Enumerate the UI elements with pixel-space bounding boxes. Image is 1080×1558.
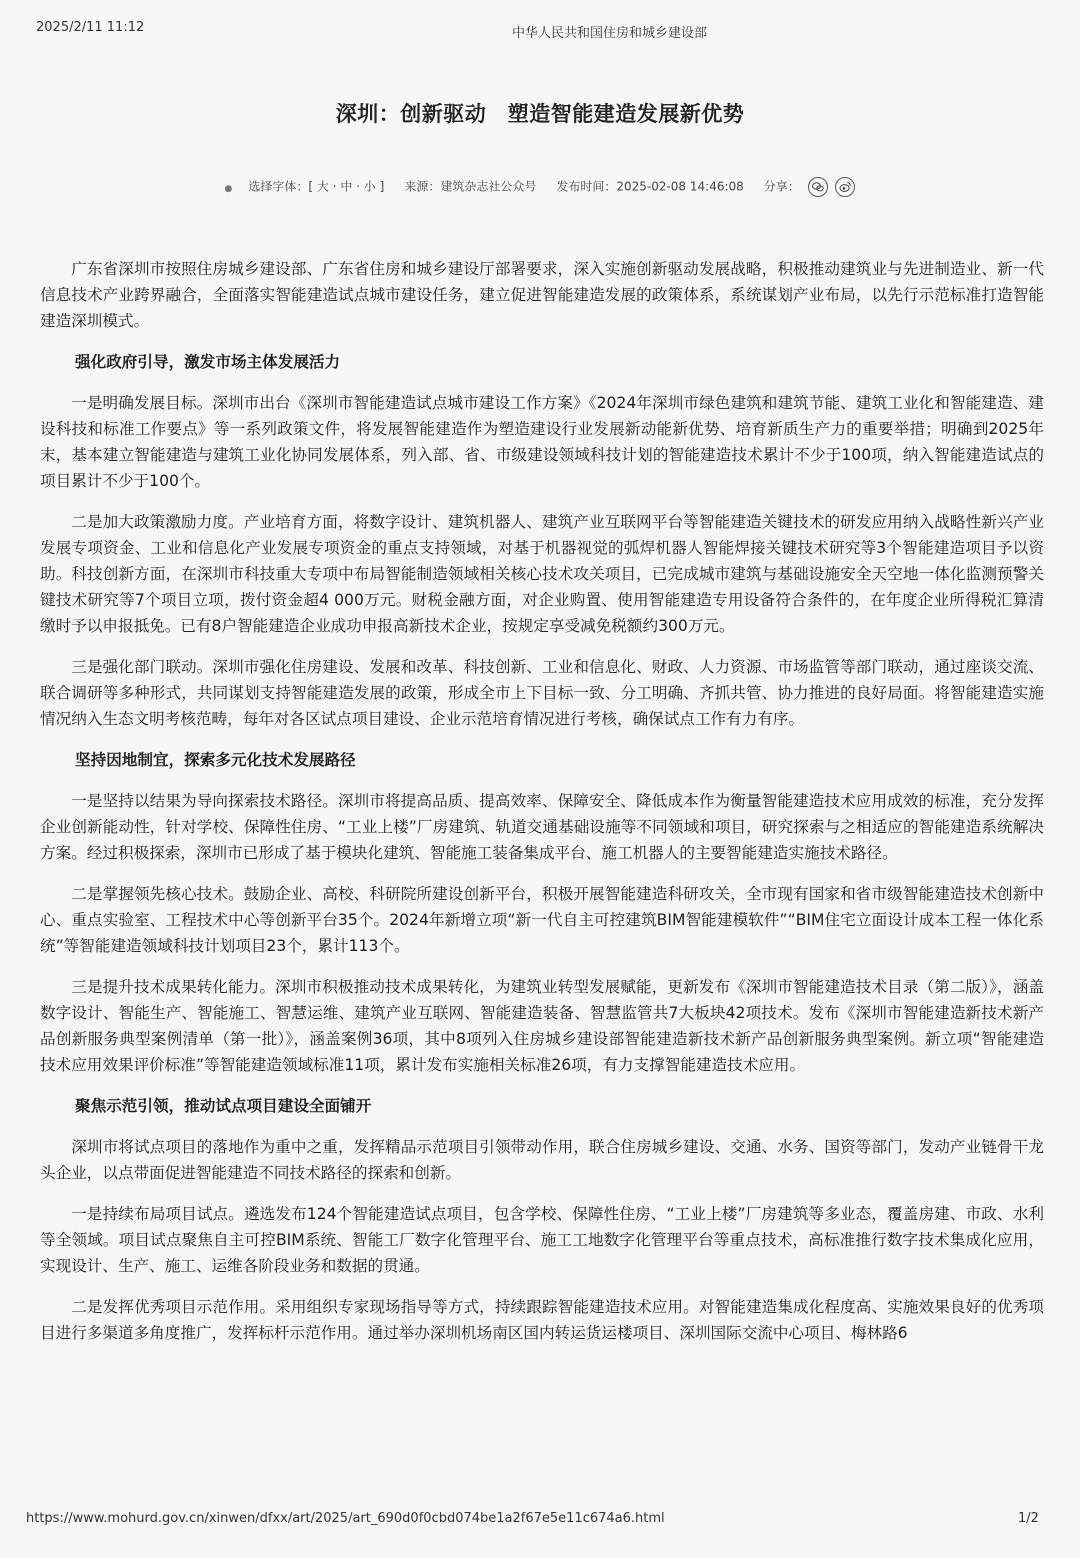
print-site-name: 中华人民共和国住房和城乡建设部 xyxy=(512,26,708,41)
paragraph: 一是明确发展目标。深圳市出台《深圳市智能建造试点城市建设工作方案》《2024年深圳市绿色建筑和建筑节能、建筑工业化和智能建造、建设科技和标准工作要点》等一系列政策文件，将发展智能建造作为塑造建设行业发展新动能新优势、培育新质生产力的重要举措；明确到2025年末，基本建立智能建造与建筑工业化协同发展体系，列入部、省、市级建设领域科技计划的智能建造技术累计不少于100项，纳入智能建造试点的项目累计不少于100个。 xyxy=(40,394,1044,490)
article-meta xyxy=(0,177,1080,197)
paragraph: 三是强化部门联动。深圳市强化住房建设、发展和改革、科技创新、工业和信息化、财政、人力资源、市场监管等部门联动，通过座谈交流、联合调研等多种形式，共同谋划支持智能建造发展的政策，形成全市上下目标一致、分工明确、齐抓共管、协力推进的良好局面。将智能建造实施情况纳入生态文明考核范畴，每年对各区试点项目建设、企业示范培育情况进行考核，确保试点工作有力有序。 xyxy=(40,658,1044,728)
paragraph: 二是掌握领先核心技术。鼓励企业、高校、科研院所建设创新平台，积极开展智能建造科研攻关，全市现有国家和省市级智能建造技术创新中心、重点实验室、工程技术中心等创新平台35个。2024年新增立项“新一代自主可控建筑BIM智能建模软件”“BIM住宅立面设计成本工程一体化系统”等智能建造领域科技计划项目23个，累计113个。 xyxy=(40,885,1044,955)
paragraph: 广东省深圳市按照住房城乡建设部、广东省住房和城乡建设厅部署要求，深入实施创新驱动发展战略，积极推动建筑业与先进制造业、新一代信息技术产业跨界融合，全面落实智能建造试点城市建设任务，建立促进智能建造发展的政策体系，系统谋划产业布局，以先行示范标准打造智能建造深圳模式。 xyxy=(40,260,1044,330)
article-title: 深圳：创新驱动 塑造智能建造发展新优势 xyxy=(335,102,745,126)
font-size-options[interactable]: [ 大 · 中 · 小 ] xyxy=(308,179,385,194)
section-heading: 聚焦示范引领，推动试点项目建设全面铺开 xyxy=(75,1097,372,1115)
section-heading: 坚持因地制宜，探索多元化技术发展路径 xyxy=(75,751,356,769)
paragraph: 二是发挥优秀项目示范作用。采用组织专家现场指导等方式，持续跟踪智能建造技术应用。对智能建造集成化程度高、实施效果良好的优秀项目进行多渠道多角度推广，发挥标杆示范作用。通过举办深圳机场南区国内转运货运楼项目、深圳国际交流中心项目、梅林路6 xyxy=(40,1298,1044,1342)
article-source: 来源：建筑杂志社公众号 xyxy=(404,179,537,194)
paragraph: 深圳市将试点项目的落地作为重中之重，发挥精品示范项目引领带动作用，联合住房城乡建设、交通、水务、国资等部门，发动产业链骨干龙头企业，以点带面促进智能建造不同技术路径的探索和创新。 xyxy=(40,1138,1044,1182)
paragraph: 一是坚持以结果为导向探索技术路径。深圳市将提高品质、提高效率、保障安全、降低成本作为衡量智能建造技术应用成效的标准，充分发挥企业创新能动性，针对学校、保障性住房、“工业上楼”厂房建筑、轨道交通基础设施等不同领域和项目，研究探索与之相适应的智能建造系统解决方案。经过积极探索，深圳市已形成了基于模块化建筑、智能施工装备集成平台、施工机器人的主要智能建造实施技术路径。 xyxy=(40,792,1044,862)
print-header xyxy=(0,20,1080,40)
publish-time: 发布时间：2025-02-08 14:46:08 xyxy=(556,179,744,194)
share-label: 分享： xyxy=(763,179,800,194)
article-body xyxy=(40,256,1044,1361)
bullet-icon: ● xyxy=(224,183,233,194)
font-select-label: 选择字体： xyxy=(248,179,309,194)
print-footer xyxy=(0,1511,1080,1531)
page-number: 1/2 xyxy=(1018,1511,1039,1526)
paragraph: 二是加大政策激励力度。产业培育方面，将数字设计、建筑机器人、建筑产业互联网平台等智能建造关键技术的研发应用纳入战略性新兴产业发展专项资金、工业和信息化产业发展专项资金的重点支持领域，对基于机器视觉的弧焊机器人智能焊接关键技术研究等3个智能建造项目予以资助。科技创新方面，在深圳市科技重大专项中布局智能制造领域相关核心技术攻关项目，已完成城市建筑与基础设施安全天空地一体化监测预警关键技术研究等7个项目立项，拨付资金超4 000万元。财税金融方面，对企业购置、使用智能建造专用设备符合条件的，在年度企业所得税汇算清缴时予以申报抵免。已有8户智能建造企业成功申报高新技术企业，按规定享受减免税额约300万元。 xyxy=(40,513,1044,635)
paragraph: 三是提升技术成果转化能力。深圳市积极推动技术成果转化，为建筑业转型发展赋能，更新发布《深圳市智能建造技术目录（第二版）》，涵盖数字设计、智能生产、智能施工、智慧运维、建筑产业互联网、智能建造装备、智慧监管共7大板块42项技术。发布《深圳市智能建造新技术新产品创新服务典型案例清单（第一批）》，涵盖案例36项，其中8项列入住房城乡建设部智能建造新技术新产品创新服务典型案例。新立项“智能建造技术应用效果评价标准”等智能建造领域标准11项，累计发布实施相关标准26项，有力支撑智能建造技术应用。 xyxy=(40,978,1044,1074)
weibo-share-icon[interactable] xyxy=(835,177,855,197)
paragraph: 一是持续布局项目试点。遴选发布124个智能建造试点项目，包含学校、保障性住房、“工业上楼”厂房建筑等多业态，覆盖房建、市政、水利等全领域。项目试点聚焦自主可控BIM系统、智能工厂数字化管理平台、施工工地数字化管理平台等重点技术，高标准推行数字技术集成化应用，实现设计、生产、施工、运维各阶段业务和数据的贯通。 xyxy=(40,1205,1044,1275)
print-datetime: 2025/2/11 11:12 xyxy=(36,20,145,35)
page-url: https://www.mohurd.gov.cn/xinwen/dfxx/art/2025/art_690d0f0cbd074be1a2f67e5e11c674a6.html xyxy=(26,1511,665,1526)
section-heading: 强化政府引导，激发市场主体发展活力 xyxy=(75,353,341,371)
wechat-share-icon[interactable] xyxy=(808,177,828,197)
